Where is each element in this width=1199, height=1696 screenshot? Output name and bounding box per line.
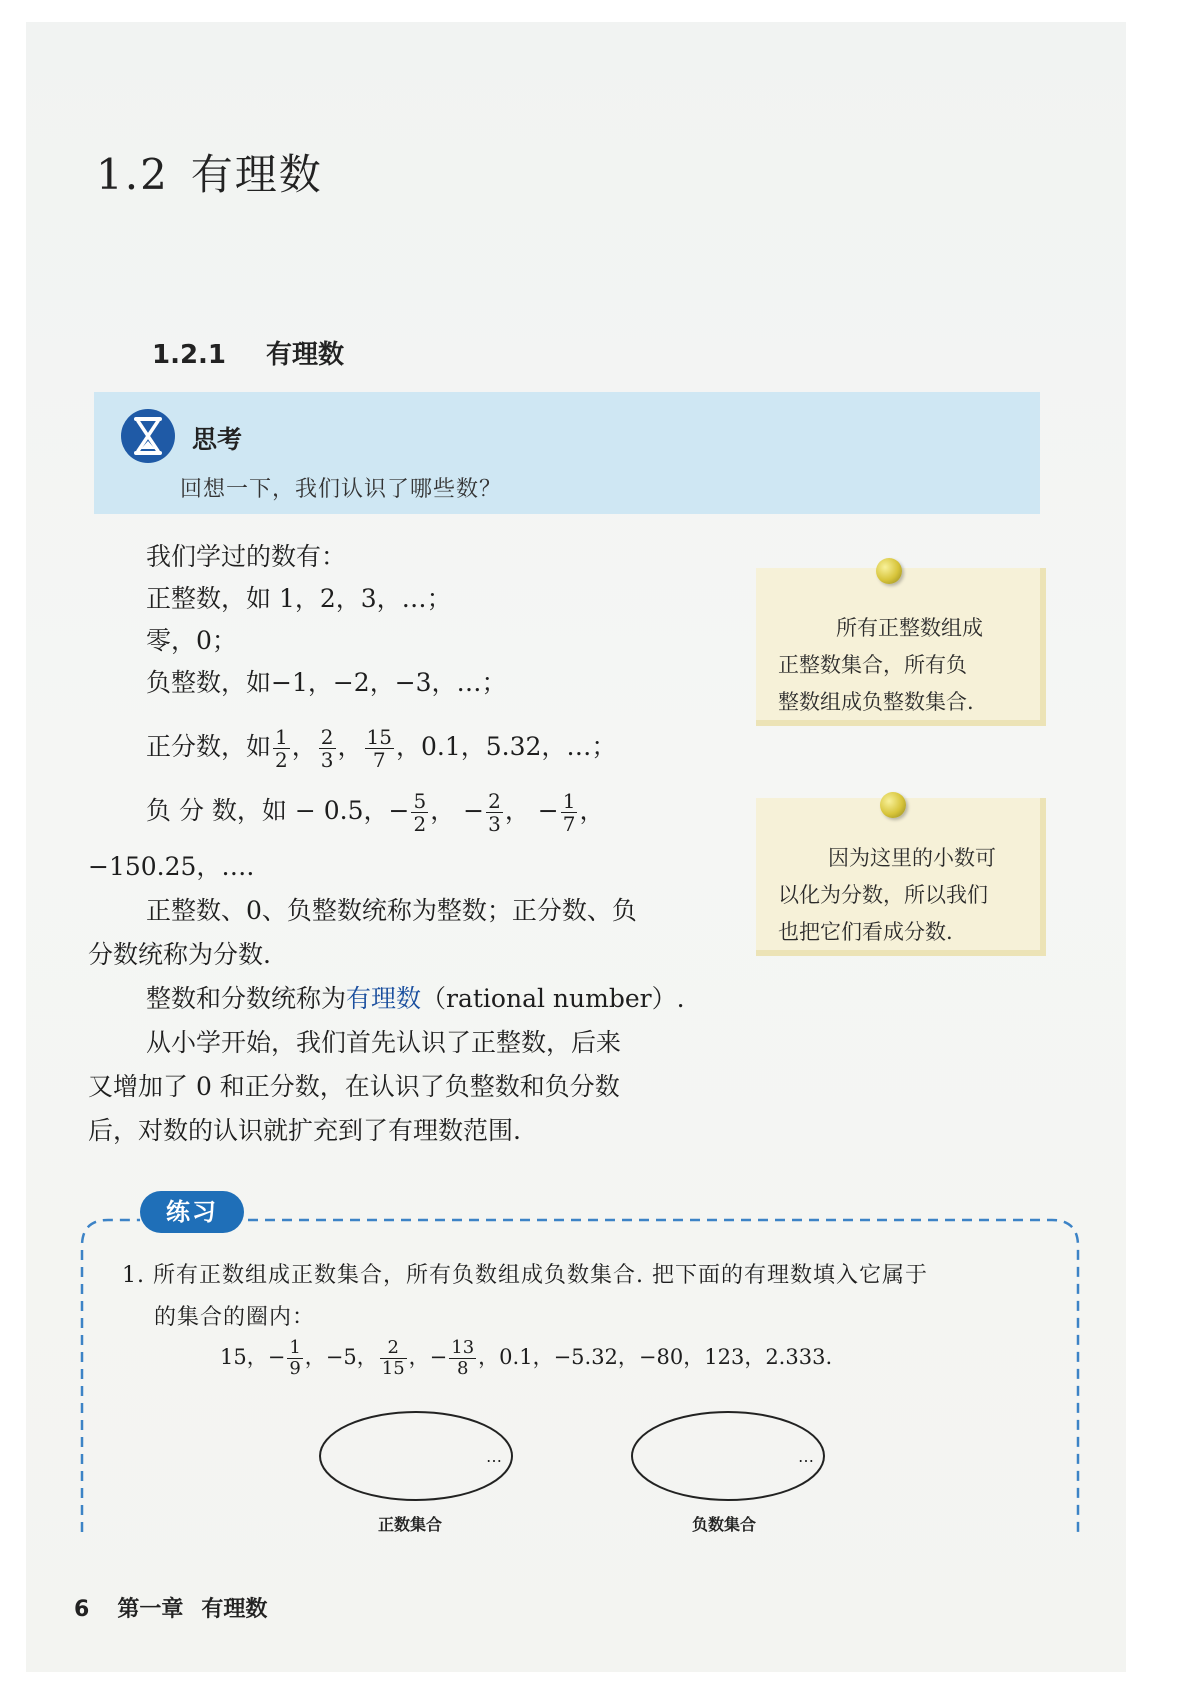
denominator: 7: [372, 748, 386, 772]
section-title-text: 有理数: [190, 150, 323, 199]
number-text: ，−5，: [304, 1345, 378, 1369]
fraction: [287, 1338, 302, 1379]
integer-definition-line-1: 正整数、0、负整数统称为整数；正分数、负: [146, 896, 637, 925]
think-question: 回想一下，我们认识了哪些数？: [180, 477, 503, 502]
subsection-title: [152, 334, 344, 371]
ellipsis: …: [486, 1447, 502, 1466]
positive-fractions-tail: ，0.1，5.32，…；: [395, 732, 617, 761]
note-line: 因为这里的小数可: [828, 846, 996, 870]
numerator: 2: [380, 1338, 407, 1359]
intro-line: 我们学过的数有：: [146, 542, 347, 571]
number-text: ，0.1，−5.32，−80，123，2.333.: [478, 1345, 833, 1369]
exercise-question-line-1: 1. 所有正数组成正数集合，所有负数组成负数集合. 把下面的有理数填入它属于: [122, 1263, 928, 1288]
positive-integers-line: 正整数，如 1，2，3，…；: [146, 584, 452, 613]
page-number: 6: [74, 1597, 90, 1622]
denominator: 3: [488, 812, 501, 836]
numerator: 2: [488, 789, 501, 813]
chapter-title: 有理数: [201, 1597, 268, 1622]
denominator: 15: [381, 1358, 405, 1379]
positive-fractions-label: 正分数，如: [146, 732, 272, 761]
integer-definition-line-2: 分数统称为分数.: [88, 940, 271, 969]
positive-set-label: 正数集合: [378, 1515, 443, 1534]
numerator: 1: [289, 1337, 301, 1358]
note-line: 所有正整数组成: [836, 616, 983, 640]
history-line-2: 又增加了 0 和正分数，在认识了负整数和负分数: [88, 1072, 620, 1101]
rational-definition-prefix: 整数和分数统称为: [146, 984, 347, 1013]
denominator: 8: [456, 1358, 469, 1379]
margin-note-decimals: [756, 798, 1046, 956]
margin-note-integers: [756, 568, 1046, 726]
fraction: [411, 790, 428, 835]
numerator: 2: [320, 725, 334, 749]
history-line-3: 后，对数的认识就扩充到了有理数范围.: [88, 1116, 521, 1145]
fraction: [449, 1338, 476, 1379]
fraction: [380, 1338, 407, 1379]
positive-fractions-line: 正分数，如 $\frac{1}{2}$ ， $\frac{2}{3}$ ， $\frac{15}{7}$ ，0.1，5.32，…；: [146, 725, 617, 772]
negative-fractions-label: 负 分 数，如 − 0.5，−: [146, 796, 410, 825]
section-title: [96, 142, 323, 202]
negative-fractions-continuation: −150.25，….: [88, 852, 255, 881]
fraction: [561, 790, 578, 835]
numerator: 13: [451, 1337, 475, 1358]
fraction: [273, 726, 290, 771]
fraction: [365, 726, 394, 771]
history-line-1: 从小学开始，我们首先认识了正整数，后来: [146, 1028, 622, 1057]
pushpin-icon: [880, 792, 906, 818]
chapter-label: 第一章: [117, 1597, 184, 1622]
hourglass-icon: [120, 408, 176, 464]
note-line: 整数组成负整数集合.: [778, 690, 974, 714]
denominator: 2: [413, 812, 427, 836]
denominator: 2: [275, 748, 288, 772]
negative-set-ellipse: [628, 1408, 828, 1504]
denominator: 3: [320, 748, 334, 772]
rational-definition-suffix: （rational number）.: [421, 984, 685, 1013]
number-text: 15，−: [220, 1345, 286, 1369]
exercise-label: 练习: [140, 1191, 244, 1233]
fraction: [486, 790, 503, 835]
exercise-numbers: [220, 1338, 832, 1379]
zero-line: 零，0；: [146, 626, 237, 655]
note-line: 以化为分数，所以我们: [778, 883, 988, 907]
denominator: 7: [562, 812, 576, 836]
subsection-number: 1.2.1: [152, 340, 227, 370]
negative-fractions-line: 负 分 数，如 − 0.5，− $\frac{5}{2}$ ， − $\frac{2}{3}$ ， − $\frac{1}{7}$ ，: [146, 789, 605, 836]
positive-set-ellipse: [316, 1408, 516, 1504]
page-footer: [74, 1592, 267, 1623]
note-line: 正整数集合，所有负: [778, 653, 967, 677]
ellipsis: …: [798, 1447, 814, 1466]
negative-set-label: 负数集合: [692, 1515, 757, 1534]
number-text: ，−: [408, 1345, 448, 1369]
fraction: [319, 726, 336, 771]
numerator: 1: [562, 789, 576, 813]
exercise-question-line-2: 的集合的圈内：: [154, 1305, 316, 1330]
note-line: 也把它们看成分数.: [778, 920, 953, 944]
pushpin-icon: [876, 558, 902, 584]
denominator: 9: [289, 1358, 301, 1379]
negative-integers-line: 负整数，如−1，−2，−3，…；: [146, 668, 507, 697]
think-label: 思考: [192, 425, 243, 454]
section-number: 1.2: [96, 150, 169, 199]
subsection-title-text: 有理数: [266, 340, 345, 370]
rational-definition-line: [146, 984, 685, 1014]
numerator: 5: [413, 789, 427, 813]
numerator: 15: [366, 725, 392, 749]
numerator: 1: [275, 725, 288, 749]
rational-number-term: 有理数: [346, 984, 422, 1013]
